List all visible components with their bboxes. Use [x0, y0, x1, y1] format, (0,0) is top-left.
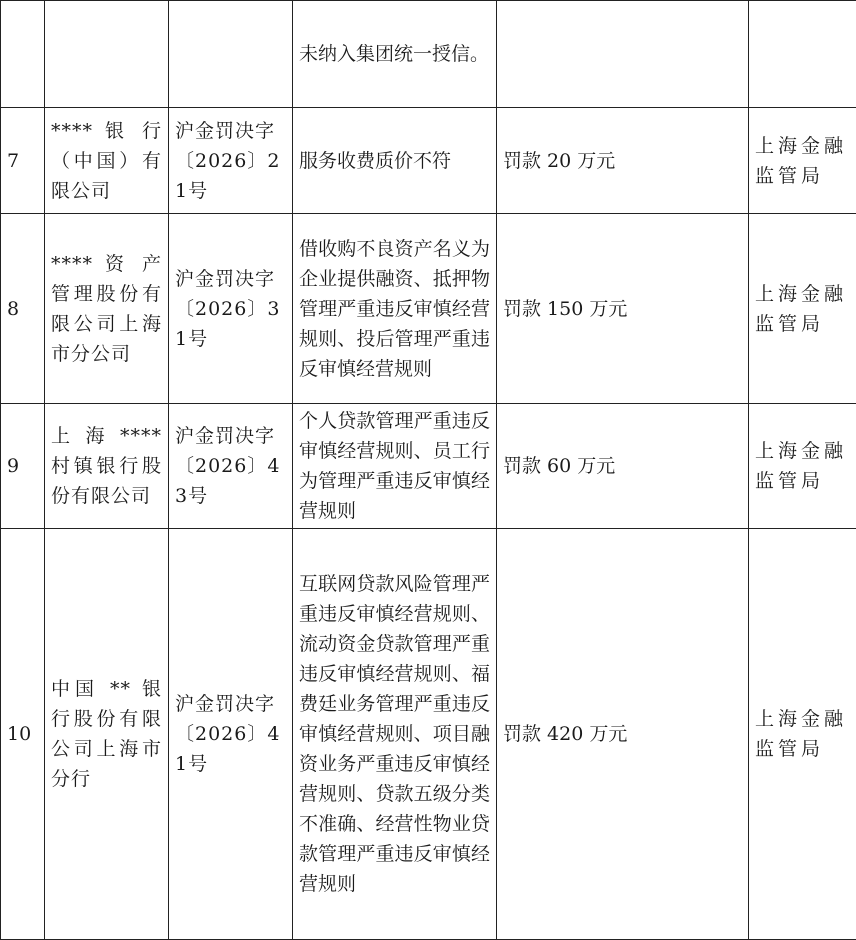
- row-number: 10: [1, 529, 45, 940]
- authority: 上海金融监管局: [749, 529, 856, 940]
- penalty-amount: [497, 1, 749, 108]
- institution-name: [45, 1, 169, 108]
- authority: 上海金融监管局: [749, 108, 856, 214]
- institution-name: **** 银 行 （中国）有限公司: [45, 108, 169, 214]
- penalty-amount: 罚款 420 万元: [497, 529, 749, 940]
- institution-name: 中国 ** 银行股份有限公司上海市分行: [45, 529, 169, 940]
- authority: 上海金融监管局: [749, 214, 856, 404]
- violation-reason: 借收购不良资产名义为企业提供融资、抵押物管理严重违反审慎经营规则、投后管理严重违反审慎经营规则: [293, 214, 497, 404]
- row-number: [1, 1, 45, 108]
- decision-number: 沪金罚决字〔2026〕43号: [169, 404, 293, 529]
- decision-number: [169, 1, 293, 108]
- violation-reason: 服务收费质价不符: [293, 108, 497, 214]
- row-number: 8: [1, 214, 45, 404]
- decision-number: 沪金罚决字〔2026〕21号: [169, 108, 293, 214]
- institution-name: 上 海 **** 村镇银行股份有限公司: [45, 404, 169, 529]
- institution-name: **** 资 产 管理股份有限公司上海市分公司: [45, 214, 169, 404]
- row-number: 7: [1, 108, 45, 214]
- authority: [749, 1, 856, 108]
- violation-reason: 互联网贷款风险管理严重违反审慎经营规则、流动资金贷款管理严重违反审慎经营规则、福费廷业务管理严重违反审慎经营规则、项目融资业务严重违反审慎经营规则、贷款五级分类不准确、经营性物业贷款管理严重违反审慎经营规则: [293, 529, 497, 940]
- penalty-amount: 罚款 20 万元: [497, 108, 749, 214]
- authority: 上海金融监管局: [749, 404, 856, 529]
- violation-reason: 个人贷款管理严重违反审慎经营规则、员工行为管理严重违反审慎经营规则: [293, 404, 497, 529]
- decision-number: 沪金罚决字〔2026〕41号: [169, 529, 293, 940]
- table-row: [1, 404, 856, 529]
- table-row: [1, 1, 856, 108]
- penalty-amount: 罚款 150 万元: [497, 214, 749, 404]
- penalty-amount: 罚款 60 万元: [497, 404, 749, 529]
- row-number: 9: [1, 404, 45, 529]
- violation-reason: 未纳入集团统一授信。: [293, 1, 497, 108]
- decision-number: 沪金罚决字〔2026〕31号: [169, 214, 293, 404]
- table-row: [1, 214, 856, 404]
- table-row: [1, 108, 856, 214]
- table-row: [1, 529, 856, 940]
